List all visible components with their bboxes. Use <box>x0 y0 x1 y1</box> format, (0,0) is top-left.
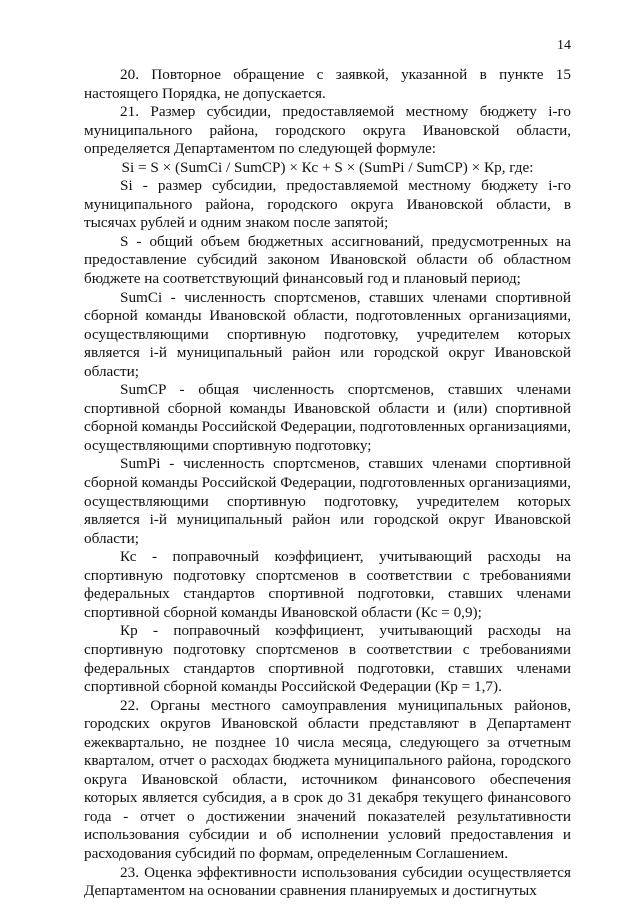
paragraph-21: 21. Размер субсидии, предоставляемой местному бюджету i-го муниципального района, городского округа Ивановской области, определяется Департаментом по следующей формуле: <box>84 103 571 158</box>
definition-sumcp: SumCP - общая численность спортсменов, ставших членами спортивной сборной команды Ивановской области и (или) спортивной сборной команды Российской Федерации, подготовленных организациями, осуществляющими спортивную подготовку; <box>84 381 571 454</box>
definition-kc: Кс - поправочный коэффициент, учитывающий расходы на спортивную подготовку спортсменов в соответствии с требованиями федеральных стандартов спортивной подготовки, ставших членами спортивной сборной команды Ивановской области (Кс = 0,9); <box>84 548 571 621</box>
definition-sumci: SumCi - численность спортсменов, ставших членами спортивной сборной команды Ивановской области, подготовленных организациями, осуществляющими спортивную подготовку, учредителем которых является i-й муниципальный район или городской округ Ивановской области; <box>84 288 571 380</box>
paragraph-20: 20. Повторное обращение с заявкой, указанной в пункте 15 настоящего Порядка, не допускается. <box>84 66 571 102</box>
paragraph-23: 23. Оценка эффективности использования субсидии осуществляется Департаментом на основании сравнения планируемых и достигнутых <box>84 863 571 900</box>
definition-si: Si - размер субсидии, предоставляемой местному бюджету i-го муниципального района, городского округа Ивановской области, в тысячах рублей и одним знаком после запятой; <box>84 177 571 232</box>
definition-s: S - общий объем бюджетных ассигнований, предусмотренных на предоставление субсидий законом Ивановской области об областном бюджете на соответствующий финансовый год и плановый период; <box>84 232 571 288</box>
page-number: 14 <box>557 38 571 53</box>
definition-sumpi: SumPi - численность спортсменов, ставших членами спортивной сборной команды Российской Федерации, подготовленных организациями, осуществляющими спортивную подготовку, учредителем которых является i-й муниципальный район или городской округ Ивановской области; <box>84 455 571 547</box>
subsidy-formula: Si = S × (SumCi / SumCP) × Кс + S × (SumPi / SumCP) × Кр, где: <box>121 158 534 176</box>
document-body <box>84 66 571 901</box>
definition-kr: Кр - поправочный коэффициент, учитывающий расходы на спортивную подготовку спортсменов в соответствии с требованиями федеральных стандартов спортивной подготовки, ставших членами спортивной сборной команды Российской Федерации (Кр = 1,7). <box>84 622 571 696</box>
paragraph-22: 22. Органы местного самоуправления муниципальных районов, городских округов Ивановской области представляют в Департамент ежеквартально, не позднее 10 числа месяца, следующего за отчетным кварталом, отчет о расходах бюджета муниципального района, городского округа Ивановской области, источником финансового обеспечения которых является субсидия, а в срок до 31 декабря текущего финансового года - отчет о достижении значений показателей результативности использования субсидии и об исполнении условий предоставления и расходования субсидий по формам, определенным Соглашением. <box>84 696 571 862</box>
